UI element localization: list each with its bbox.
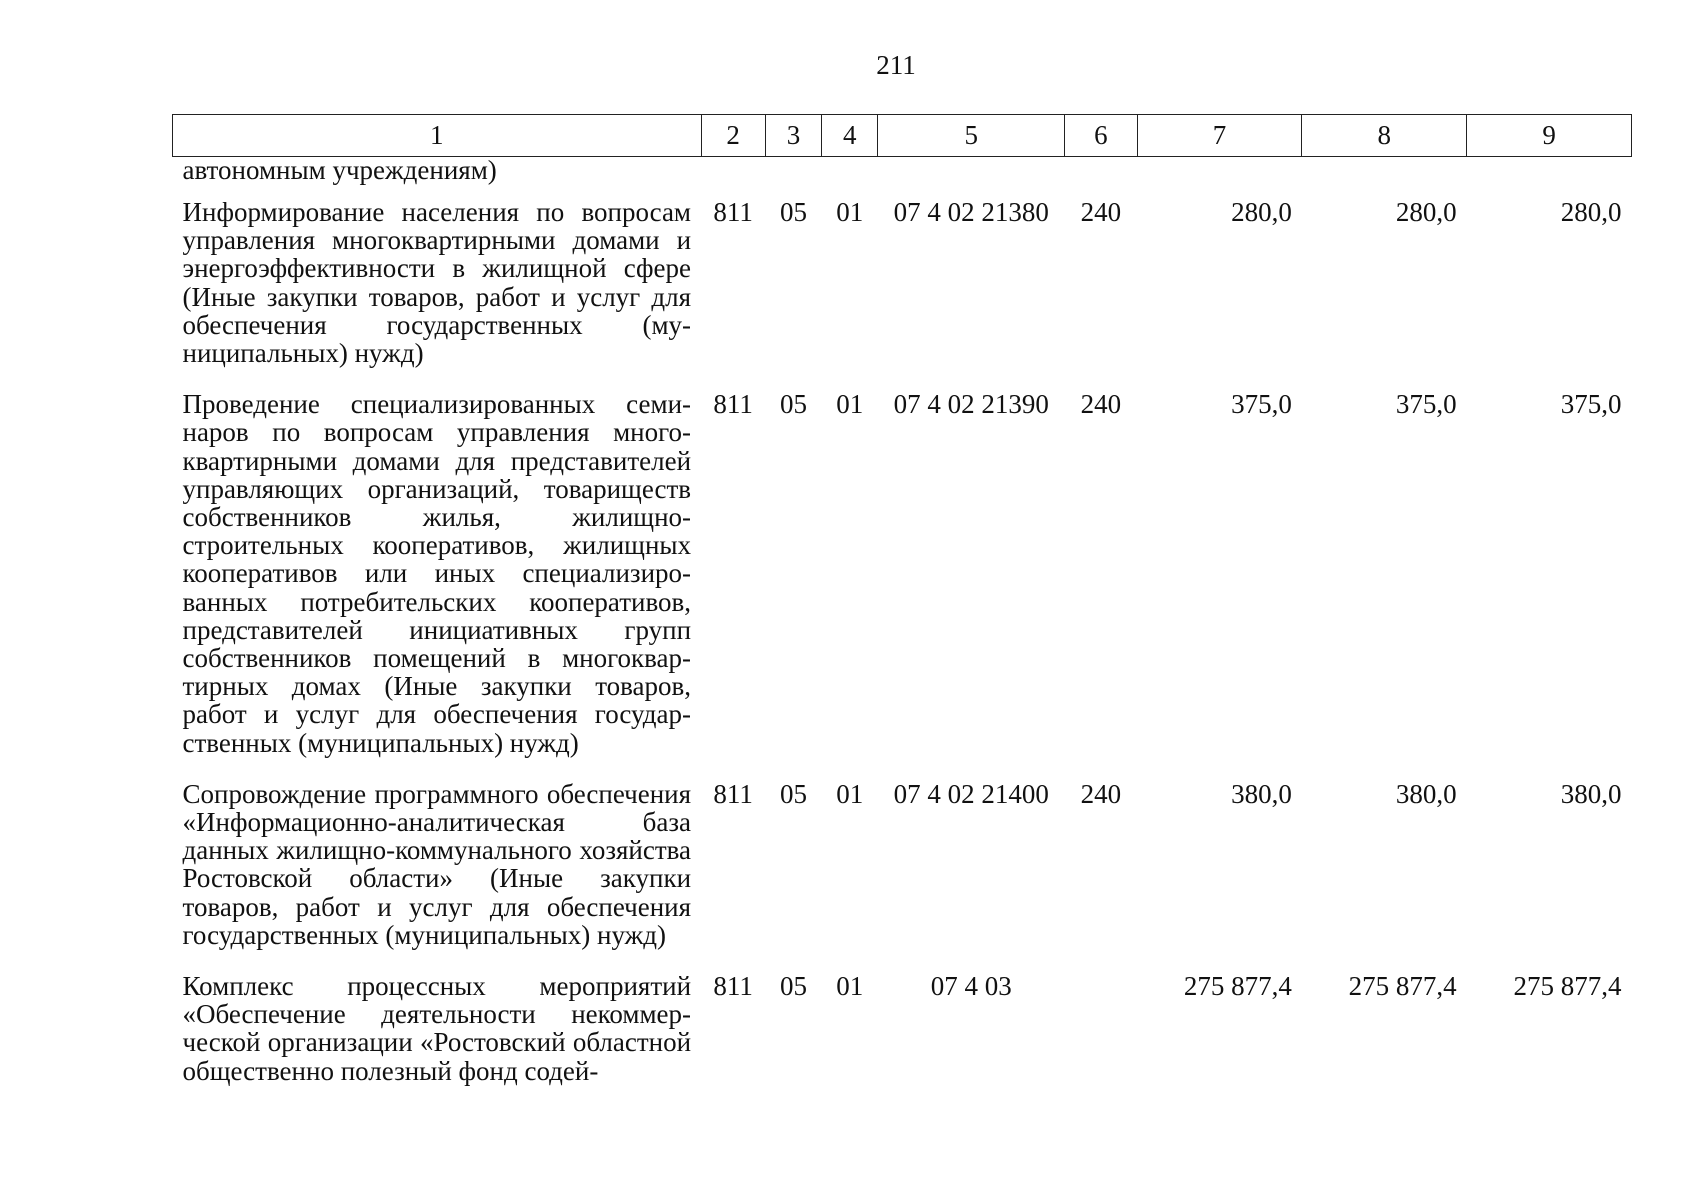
row-amount-col9: 275 877,4: [1513, 971, 1622, 1002]
row-subsection-code: 01: [836, 197, 864, 227]
row-expense-type: 240: [1080, 197, 1122, 227]
row-amount-col8: 280,0: [1395, 197, 1457, 227]
row-amount-col7: 280,0: [1231, 197, 1292, 227]
row-description: Информирование населения по вопросам управления многоквартирными домами и энергоэффективности в жилищной сфере (Иные закупки товаров, работ и услуг для обеспечения государственных (муниципальных) нужд): [182, 197, 692, 369]
budget-table: [172, 114, 1632, 1093]
row-amount-col7: 275 877,4: [1183, 971, 1292, 1002]
table-row: [173, 375, 1632, 765]
row-section-code: 05: [779, 971, 807, 1002]
row-section-code: 05: [779, 778, 807, 809]
row-amount-col8: 380,0: [1395, 778, 1457, 809]
row-expense-type: 240: [1080, 389, 1122, 420]
column-header-8: 8: [1302, 115, 1467, 157]
row-expense-type: [1065, 957, 1137, 1093]
row-subsection-code: 01: [836, 389, 864, 420]
row-amount-col9: 375,0: [1560, 389, 1622, 420]
row-target-article: 07 4 02 21380: [893, 197, 1049, 227]
row-ministry-code: 811: [713, 971, 753, 1002]
column-header-2: 2: [701, 115, 765, 157]
row-description: Проведение специализированных семинаров по вопросам управления многоквартирными домами для представителей управляющих организаций, товариществ собственников жилья, жилищно-строительных кооперативов, жилищных кооперативов или иных специализированных потребительских кооперативов, представителей инициативных групп собственников помещений в многоквартирных домах (Иные закупки товаров, работ и услуг для обеспечения государственных (муниципальных) нужд): [182, 389, 692, 758]
continued-description: автономным учреждениям): [182, 155, 497, 185]
row-amount-col9: 280,0: [1560, 197, 1622, 227]
column-header-6: 6: [1065, 115, 1137, 157]
row-target-article: 07 4 03: [930, 971, 1012, 1002]
column-header-1: 1: [173, 115, 702, 157]
row-description: Комплекс процессных мероприятий «Обеспечение деятельности некоммерческой организации «Ростовский областной общественно полезный фонд содей-: [182, 971, 692, 1086]
column-header-9: 9: [1467, 115, 1632, 157]
column-header-3: 3: [765, 115, 821, 157]
column-number-header-row: [173, 115, 1632, 157]
row-amount-col8: 275 877,4: [1348, 971, 1457, 1002]
row-subsection-code: 01: [836, 778, 864, 809]
table-row: [173, 765, 1632, 957]
row-subsection-code: 01: [836, 971, 864, 1002]
column-header-4: 4: [822, 115, 878, 157]
table-row: [173, 183, 1632, 375]
row-target-article: 07 4 02 21400: [893, 778, 1049, 809]
row-expense-type: 240: [1080, 778, 1122, 809]
column-header-5: 5: [878, 115, 1065, 157]
row-ministry-code: 811: [713, 197, 753, 227]
row-amount-col7: 375,0: [1231, 389, 1292, 420]
row-ministry-code: 811: [713, 778, 753, 809]
row-ministry-code: 811: [713, 389, 753, 420]
page-number: 211: [876, 50, 916, 80]
row-amount-col7: 380,0: [1231, 778, 1292, 809]
row-target-article: 07 4 02 21390: [893, 389, 1049, 420]
row-amount-col9: 380,0: [1560, 778, 1622, 809]
continued-row: [173, 157, 1632, 184]
table-row: [173, 957, 1632, 1093]
row-description: Сопровождение программного обеспечения «Информационно-аналитическая база данных жилищно-коммунального хозяйства Ростовской области» (Иные закупки товаров, работ и услуг для обеспечения государственных (муниципальных) нужд): [182, 778, 692, 950]
row-amount-col8: 375,0: [1395, 389, 1457, 420]
row-section-code: 05: [779, 389, 807, 420]
row-section-code: 05: [779, 197, 807, 227]
column-header-7: 7: [1137, 115, 1302, 157]
